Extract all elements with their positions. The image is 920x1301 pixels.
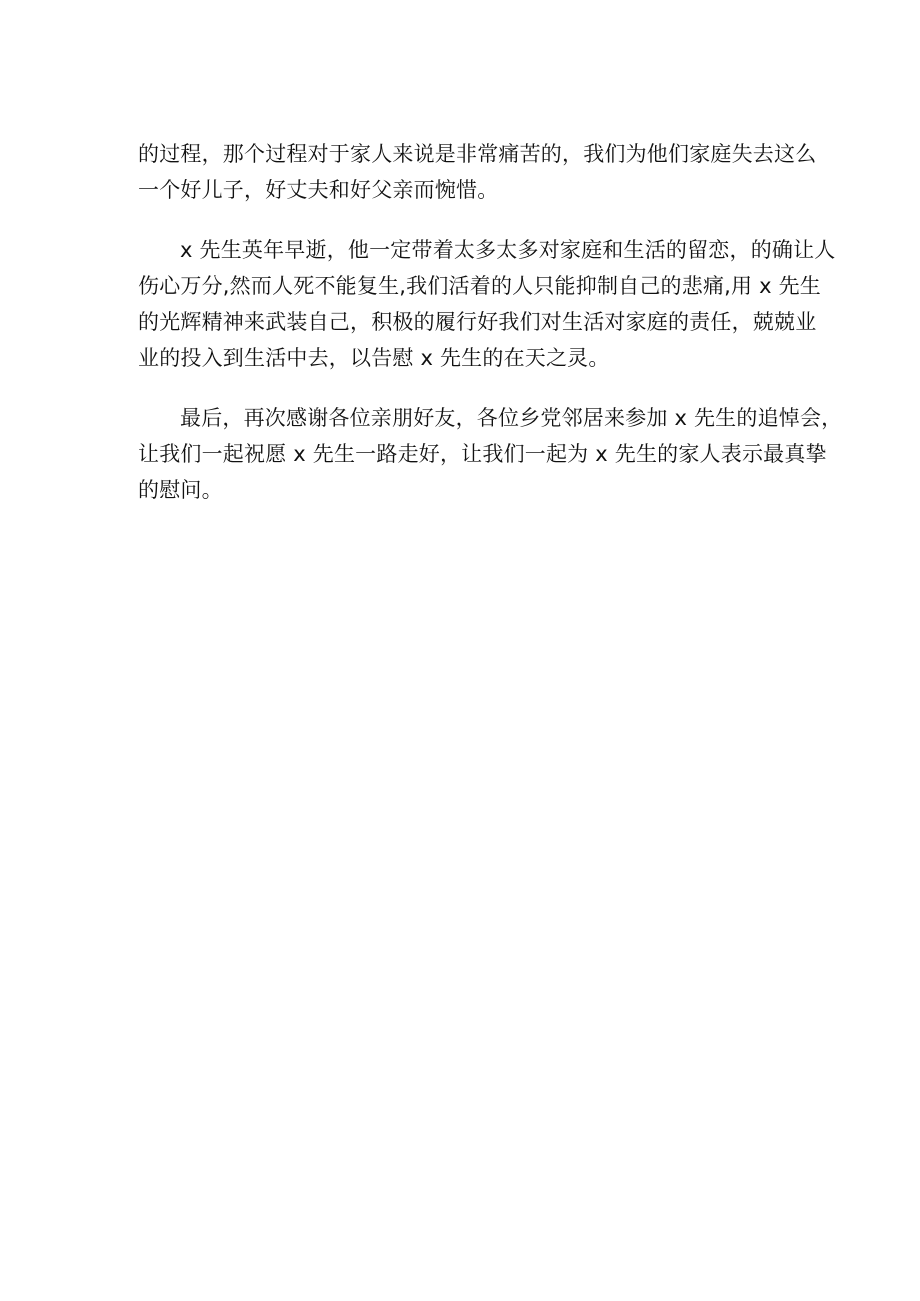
paragraph-spacer [138, 208, 798, 232]
paragraph-line: 让我们一起祝愿 x 先生一路走好，让我们一起为 x 先生的家人表示最真挚 [138, 442, 827, 466]
paragraph-line: 最后，再次感谢各位亲朋好友，各位乡党邻居来参加 x 先生的追悼会， [180, 406, 843, 430]
paragraph-line: 伤心万分,然而人死不能复生,我们活着的人只能抑制自己的悲痛,用 x 先生 [138, 274, 822, 298]
paragraph-line: 一个好儿子，好丈夫和好父亲而惋惜。 [138, 178, 499, 202]
paragraph-line: x 先生英年早逝，他一定带着太多太多对家庭和生活的留恋，的确让人 [180, 238, 836, 262]
paragraph-line: 的慰问。 [138, 478, 223, 502]
paragraph-spacer [138, 376, 798, 400]
paragraph-closing-thanks [138, 400, 843, 508]
paragraph-condolence-intro [138, 136, 817, 208]
paragraph-remembrance [138, 232, 836, 376]
document-body [138, 136, 843, 508]
paragraph-line: 的光辉精神来武装自己，积极的履行好我们对生活对家庭的责任，兢兢业 [138, 310, 817, 334]
paragraph-line: 业的投入到生活中去，以告慰 x 先生的在天之灵。 [138, 346, 610, 370]
paragraph-line: 的过程，那个过程对于家人来说是非常痛苦的，我们为他们家庭失去这么 [138, 142, 817, 166]
